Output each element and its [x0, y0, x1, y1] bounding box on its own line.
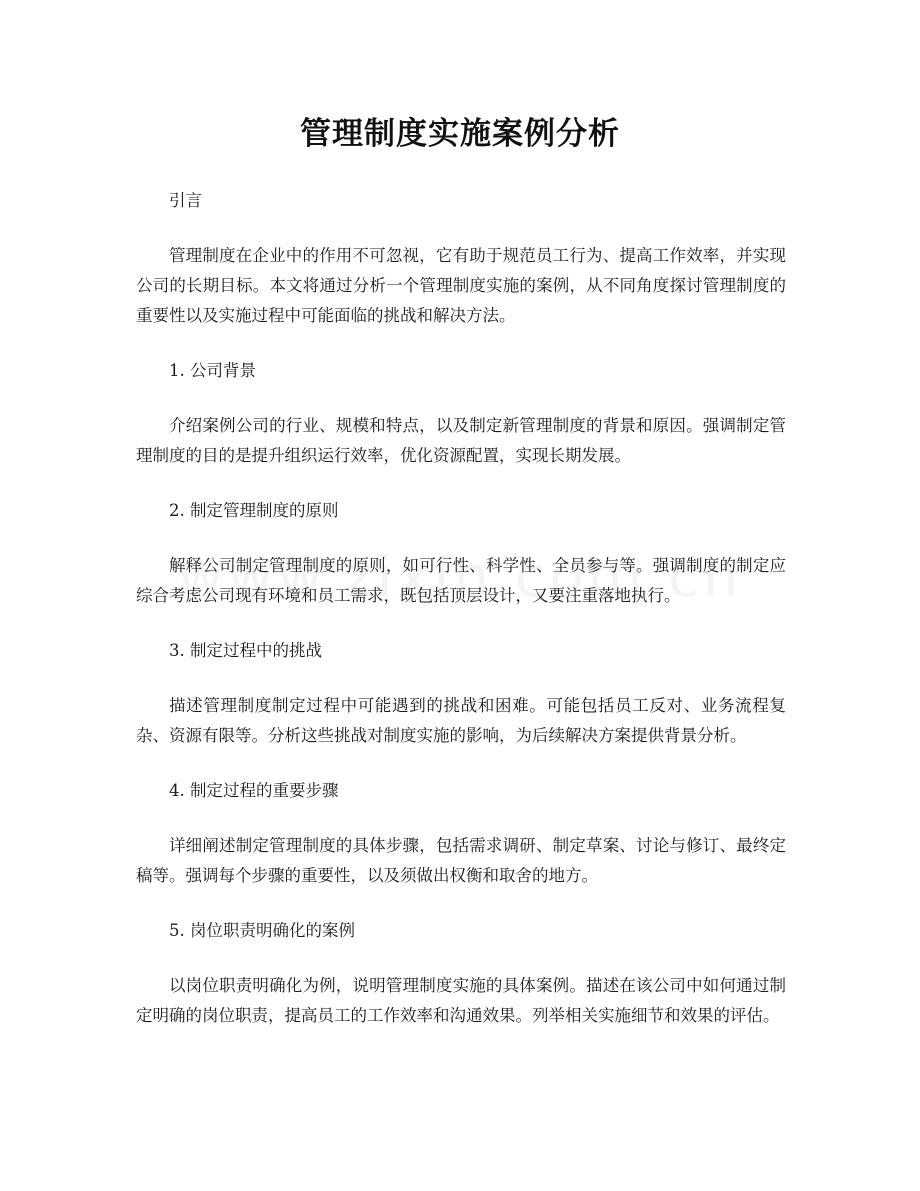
- paragraph-5: 以岗位职责明确化为例，说明管理制度实施的具体案例。描述在该公司中如何通过制定明确的岗位职责，提高员工的工作效率和沟通效果。列举相关实施细节和效果的评估。: [136, 976, 786, 1025]
- document-title: 管理制度实施案例分析: [300, 116, 620, 152]
- section-heading-5: 5. 岗位职责明确化的案例: [169, 921, 355, 940]
- section-heading-1: 1. 公司背景: [169, 361, 256, 380]
- section-heading-intro: 引言: [169, 191, 202, 210]
- paragraph-intro: 管理制度在企业中的作用不可忽视，它有助于规范员工行为、提高工作效率，并实现公司的长期目标。本文将通过分析一个管理制度实施的案例，从不同角度探讨管理制度的重要性以及实施过程中可能面临的挑战和解决方法。: [136, 246, 786, 325]
- section-heading-3: 3. 制定过程中的挑战: [169, 641, 322, 660]
- section-heading-4: 4. 制定过程的重要步骤: [169, 781, 339, 800]
- paragraph-3: 描述管理制度制定过程中可能遇到的挑战和困难。可能包括员工反对、业务流程复杂、资源有限等。分析这些挑战对制度实施的影响，为后续解决方案提供背景分析。: [136, 696, 786, 745]
- paragraph-4: 详细阐述制定管理制度的具体步骤，包括需求调研、制定草案、讨论与修订、最终定稿等。强调每个步骤的重要性，以及须做出权衡和取舍的地方。: [136, 836, 786, 885]
- paragraph-2: 解释公司制定管理制度的原则，如可行性、科学性、全员参与等。强调制度的制定应综合考虑公司现有环境和员工需求，既包括顶层设计，又要注重落地执行。: [136, 556, 786, 605]
- paragraph-1: 介绍案例公司的行业、规模和特点，以及制定新管理制度的背景和原因。强调制定管理制度的目的是提升组织运行效率，优化资源配置，实现长期发展。: [136, 416, 786, 465]
- document-body: [136, 186, 786, 1056]
- section-heading-2: 2. 制定管理制度的原则: [169, 501, 339, 520]
